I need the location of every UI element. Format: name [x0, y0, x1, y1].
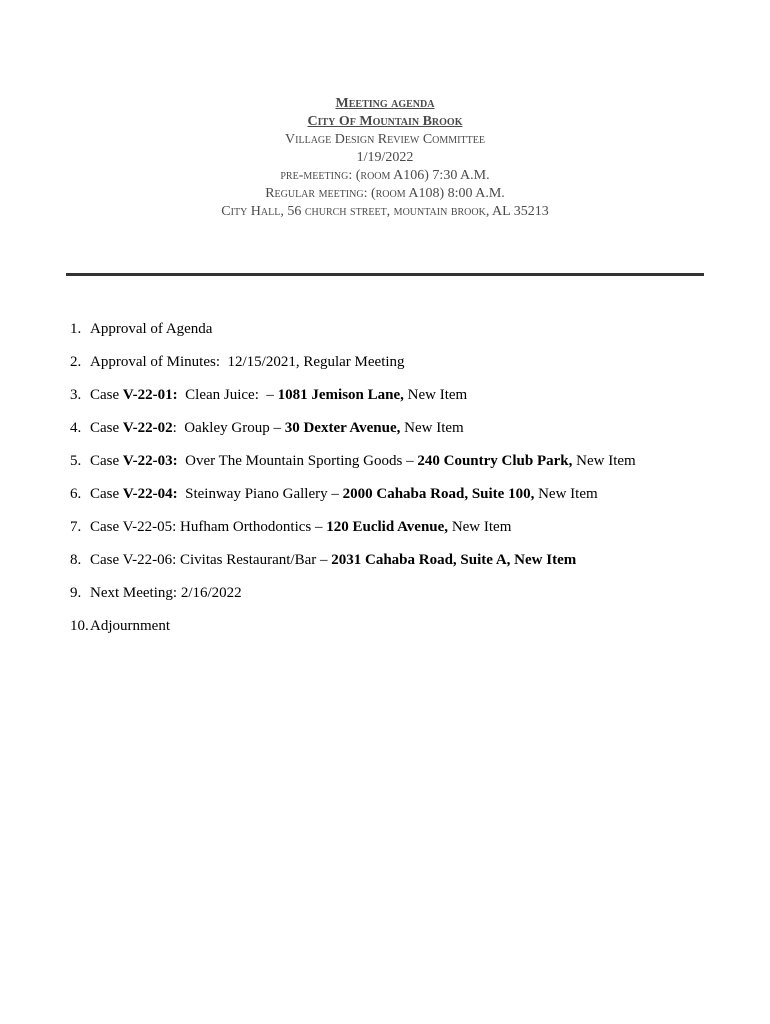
item-text-bold: V-22-02: [122, 420, 173, 436]
item-number: 2.: [70, 354, 82, 370]
item-number: 3.: [70, 387, 82, 403]
item-text: Case: [90, 420, 123, 436]
item-text-bold: 2031 Cahaba Road, Suite A, New Item: [331, 552, 577, 568]
item-text: Next Meeting: 2/16/2022: [90, 585, 242, 601]
agenda-item: [70, 617, 636, 650]
item-text: Case: [90, 387, 123, 403]
item-text: Approval of Agenda: [90, 321, 213, 337]
item-text-bold: 1081 Jemison Lane,: [277, 387, 404, 403]
agenda-item: [70, 353, 636, 386]
item-text-bold: V-22-03:: [122, 453, 178, 469]
regular-meeting-info: Regular meeting: (room A108) 8:00 A.M.: [265, 186, 505, 201]
meeting-location: City Hall, 56 church street, mountain brook, AL 35213: [221, 204, 549, 219]
item-text: New Item: [448, 519, 512, 535]
agenda-item: [70, 452, 636, 485]
item-text: Case: [90, 486, 123, 502]
agenda-item: [70, 419, 636, 452]
item-text: Case: [90, 453, 123, 469]
item-text: New Item: [534, 486, 598, 502]
item-text: Steinway Piano Gallery –: [177, 486, 343, 502]
pre-meeting-info: pre-meeting: (room A106) 7:30 A.M.: [280, 168, 490, 183]
item-number: 6.: [70, 486, 82, 502]
item-text-bold: V-22-04:: [122, 486, 178, 502]
item-number: 5.: [70, 453, 82, 469]
agenda-item: [70, 584, 636, 617]
agenda-item: [70, 518, 636, 551]
item-text: Case V-22-05: Hufham Orthodontics –: [90, 519, 327, 535]
item-number: 4.: [70, 420, 82, 436]
item-text: New Item: [572, 453, 636, 469]
item-text: Approval of Minutes: 12/15/2021, Regular Meeting: [90, 354, 405, 370]
committee-name: Village Design Review Committee: [285, 132, 485, 147]
item-text-bold: 240 Country Club Park,: [417, 453, 573, 469]
item-text: New Item: [400, 420, 464, 436]
agenda-item: [70, 386, 636, 419]
item-text-bold: 2000 Cahaba Road, Suite 100,: [342, 486, 535, 502]
item-text-bold: 30 Dexter Avenue,: [284, 420, 401, 436]
item-number: 9.: [70, 585, 82, 601]
item-number: 10.: [70, 618, 89, 634]
meeting-date: 1/19/2022: [356, 150, 414, 165]
item-text: Adjournment: [90, 618, 170, 634]
item-text: New Item: [403, 387, 468, 403]
item-number: 1.: [70, 321, 82, 337]
agenda-item: [70, 485, 636, 518]
agenda-header: [0, 95, 770, 221]
horizontal-divider: [66, 273, 704, 276]
item-number: 8.: [70, 552, 82, 568]
agenda-item: [70, 551, 636, 584]
agenda-list: [70, 320, 636, 650]
document-title: Meeting agenda: [335, 96, 435, 111]
item-text-bold: 120 Euclid Avenue,: [326, 519, 449, 535]
city-name: City Of Mountain Brook: [307, 114, 463, 129]
item-text: : Oakley Group –: [172, 420, 285, 436]
agenda-item: [70, 320, 636, 353]
item-text: Clean Juice: –: [177, 387, 278, 403]
item-text: Over The Mountain Sporting Goods –: [177, 453, 418, 469]
item-text-bold: V-22-01:: [122, 387, 178, 403]
item-text: Case V-22-06: Civitas Restaurant/Bar –: [90, 552, 332, 568]
item-number: 7.: [70, 519, 82, 535]
